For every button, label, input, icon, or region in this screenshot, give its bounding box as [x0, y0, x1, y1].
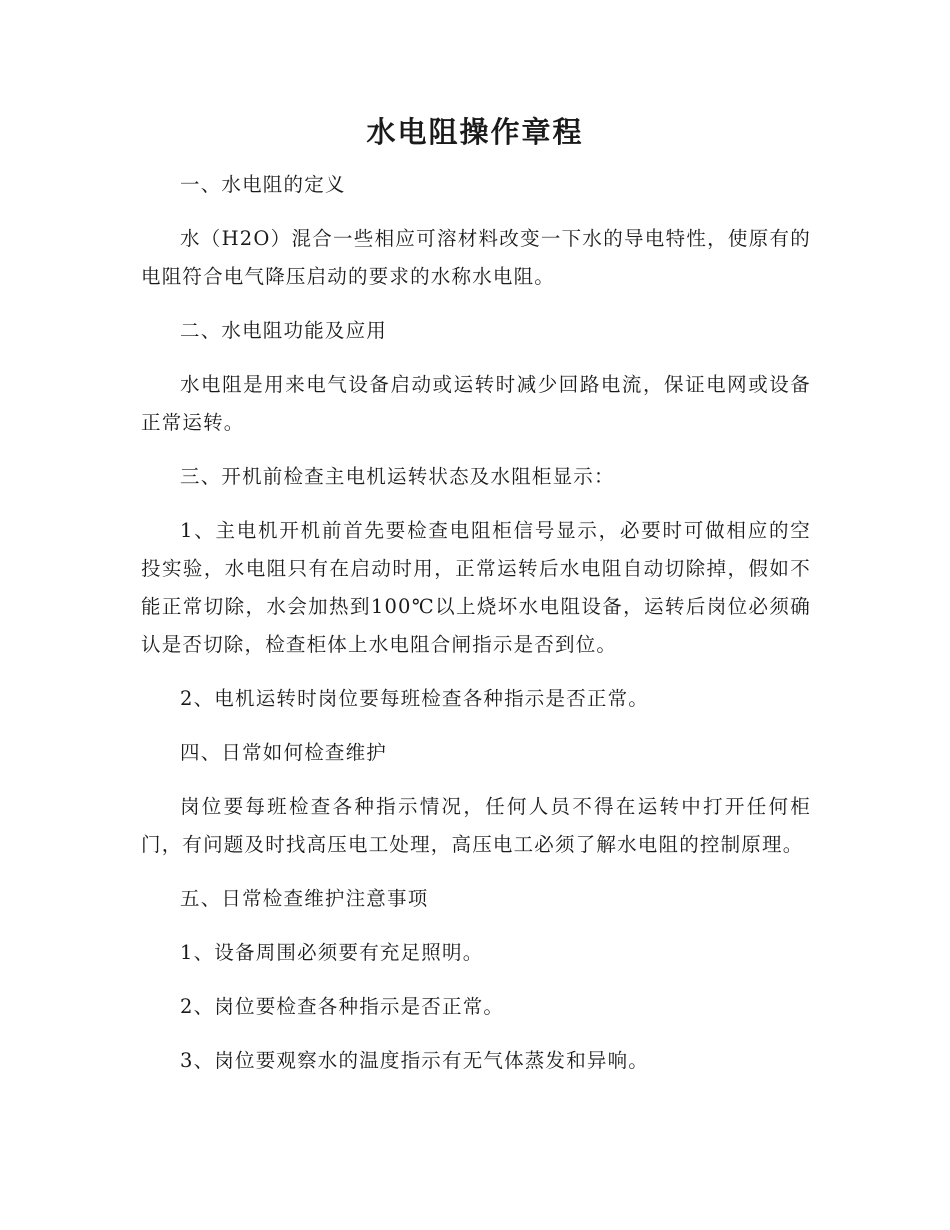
section-heading-daily-maintenance: 四、日常如何检查维护: [180, 741, 388, 764]
list-item-precaution-3: 3、岗位要观察水的温度指示有无气体蒸发和异响。: [180, 1049, 650, 1072]
section-heading-startup-check: 三、开机前检查主电机运转状态及水阻柜显示：: [180, 465, 615, 488]
paragraph-definition: 水（H2O）混合一些相应可溶材料改变一下水的导电特性，使原有的电阻符合电气降压启动的要求的水称水电阻。: [141, 227, 811, 288]
paragraph-function: 水电阻是用来电气设备启动或运转时减少回路电流，保证电网或设备正常运转。: [141, 373, 811, 434]
paragraph-daily-maintenance: 岗位要每班检查各种指示情况，任何人员不得在运转中打开任何柜门，有问题及时找高压电工处理，高压电工必须了解水电阻的控制原理。: [141, 795, 811, 856]
section-heading-precautions: 五、日常检查维护注意事项: [180, 887, 429, 910]
list-item-precaution-2: 2、岗位要检查各种指示是否正常。: [180, 995, 505, 1018]
document-title: 水电阻操作章程: [366, 115, 584, 149]
paragraph-startup-check-1: 1、主电机开机前首先要检查电阻柜信号显示，必要时可做相应的空投实验，水电阻只有在启动时用，正常运转后水电阻自动切除掉，假如不能正常切除，水会加热到100℃以上烧坏水电阻设备，运转后岗位必须确认是否切除，检查柜体上水电阻合闸指示是否到位。: [141, 519, 811, 656]
list-item-precaution-1: 1、设备周围必须要有充足照明。: [180, 941, 484, 964]
paragraph-startup-check-2: 2、电机运转时岗位要每班检查各种指示是否正常。: [180, 687, 650, 710]
section-heading-definition: 一、水电阻的定义: [180, 173, 346, 196]
document-body: [141, 166, 811, 1096]
section-heading-function: 二、水电阻功能及应用: [180, 319, 388, 342]
